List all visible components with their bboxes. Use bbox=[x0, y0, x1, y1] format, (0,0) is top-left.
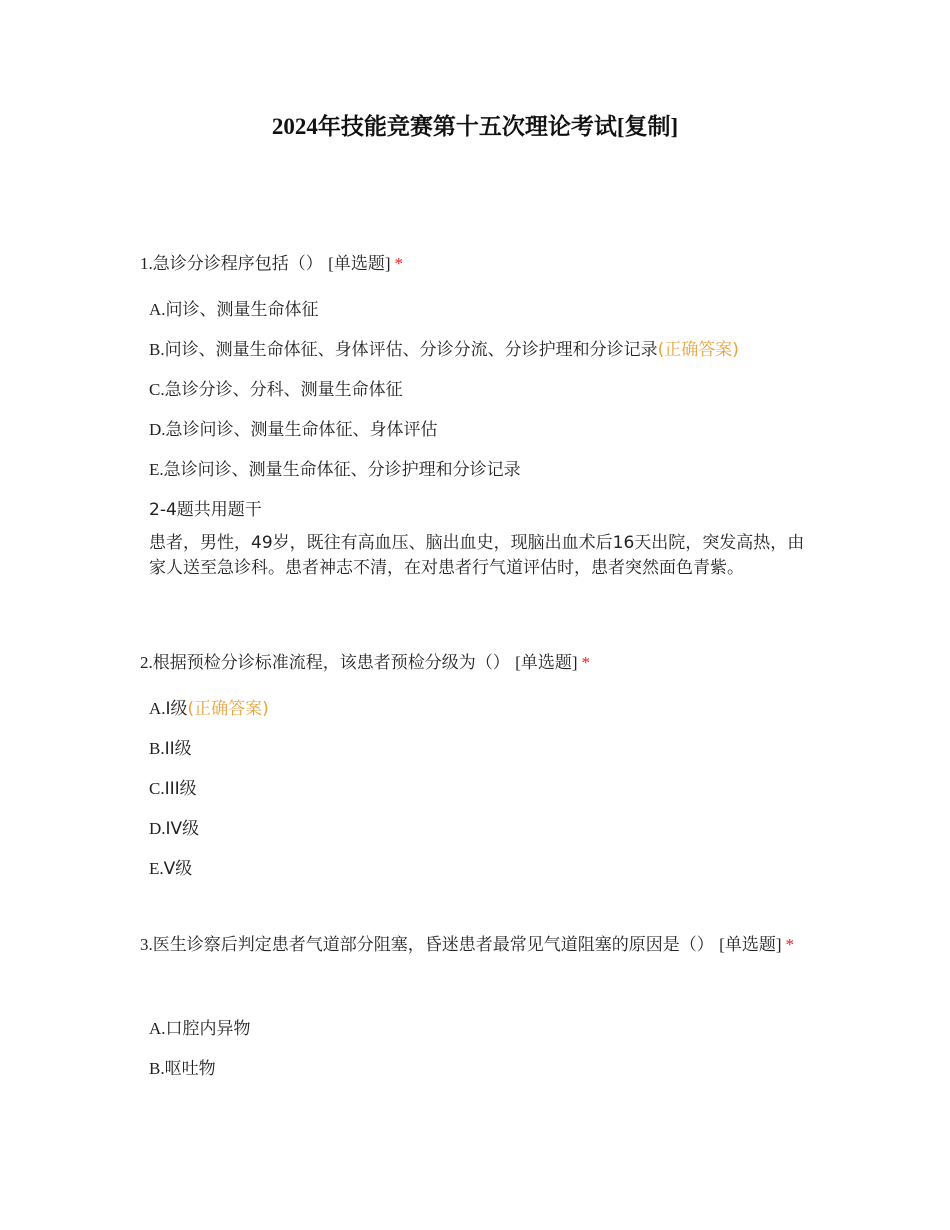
option-text: 急诊分诊、分科、测量生命体征 bbox=[164, 380, 403, 400]
option-letter: A. bbox=[149, 1019, 166, 1038]
option-letter: C. bbox=[149, 779, 165, 798]
correct-answer-tag: (正确答案) bbox=[657, 340, 739, 360]
option-text: III级 bbox=[164, 779, 197, 799]
question-1-title bbox=[140, 249, 805, 279]
q3-option-a[interactable] bbox=[149, 1017, 251, 1041]
question-text: 急诊分诊程序包括（） bbox=[152, 254, 323, 274]
q1-option-e[interactable] bbox=[149, 458, 521, 482]
option-text: 问诊、测量生命体征、身体评估、分诊分流、分诊护理和分诊记录 bbox=[164, 340, 658, 360]
required-mark: * bbox=[785, 935, 794, 954]
question-number: 2. bbox=[140, 653, 153, 672]
option-text: 急诊问诊、测量生命体征、身体评估 bbox=[165, 420, 438, 440]
option-letter: B. bbox=[149, 739, 165, 758]
option-letter: B. bbox=[149, 1059, 165, 1078]
option-text: 急诊问诊、测量生命体征、分诊护理和分诊记录 bbox=[163, 460, 521, 480]
option-text: II级 bbox=[164, 739, 192, 759]
q2-option-a[interactable] bbox=[149, 697, 269, 721]
option-text: 问诊、测量生命体征 bbox=[165, 300, 319, 320]
shared-stem-text: 患者，男性，49岁，既往有高血压、脑出血史，现脑出血术后16天出院，突发高热，由家人送至急诊科。患者神志不清，在对患者行气道评估时，患者突然面色青紫。 bbox=[149, 533, 805, 578]
option-text: 口腔内异物 bbox=[165, 1019, 251, 1039]
question-number: 3. bbox=[140, 935, 153, 954]
option-text: IV级 bbox=[165, 819, 200, 839]
q1-option-c[interactable] bbox=[149, 378, 403, 402]
page-title: 2024年技能竞赛第十五次理论考试[复制] bbox=[271, 114, 679, 139]
q3-option-b[interactable] bbox=[149, 1057, 216, 1081]
correct-answer-tag: (正确答案) bbox=[187, 699, 269, 719]
required-mark: * bbox=[394, 254, 403, 273]
q2-option-b[interactable] bbox=[149, 737, 192, 761]
question-number: 1. bbox=[140, 254, 153, 273]
q2-option-d[interactable] bbox=[149, 817, 199, 841]
option-letter: E. bbox=[149, 460, 164, 479]
shared-stem-heading: 2-4题共用题干 bbox=[149, 500, 262, 520]
question-text: 医生诊察后判定患者气道部分阻塞，昏迷患者最常见气道阻塞的原因是（） bbox=[152, 935, 714, 955]
question-type: [单选题] bbox=[328, 254, 391, 273]
option-text: V级 bbox=[163, 859, 193, 879]
option-text: I级 bbox=[165, 699, 188, 719]
option-text: 呕吐物 bbox=[164, 1059, 216, 1079]
question-2-title bbox=[140, 648, 805, 678]
option-letter: C. bbox=[149, 380, 165, 399]
option-letter: A. bbox=[149, 300, 166, 319]
option-letter: B. bbox=[149, 340, 165, 359]
question-3-title bbox=[140, 930, 808, 960]
required-mark: * bbox=[581, 653, 590, 672]
option-letter: D. bbox=[149, 420, 166, 439]
option-letter: E. bbox=[149, 859, 164, 878]
question-text: 根据预检分诊标准流程，该患者预检分级为（） bbox=[152, 653, 510, 673]
q1-option-a[interactable] bbox=[149, 298, 319, 322]
question-type: [单选题] bbox=[719, 935, 782, 954]
q2-option-e[interactable] bbox=[149, 857, 192, 881]
option-letter: D. bbox=[149, 819, 166, 838]
q2-option-c[interactable] bbox=[149, 777, 197, 801]
option-letter: A. bbox=[149, 699, 166, 718]
q1-option-b[interactable] bbox=[149, 338, 739, 362]
q1-option-d[interactable] bbox=[149, 418, 438, 442]
question-type: [单选题] bbox=[515, 653, 578, 672]
